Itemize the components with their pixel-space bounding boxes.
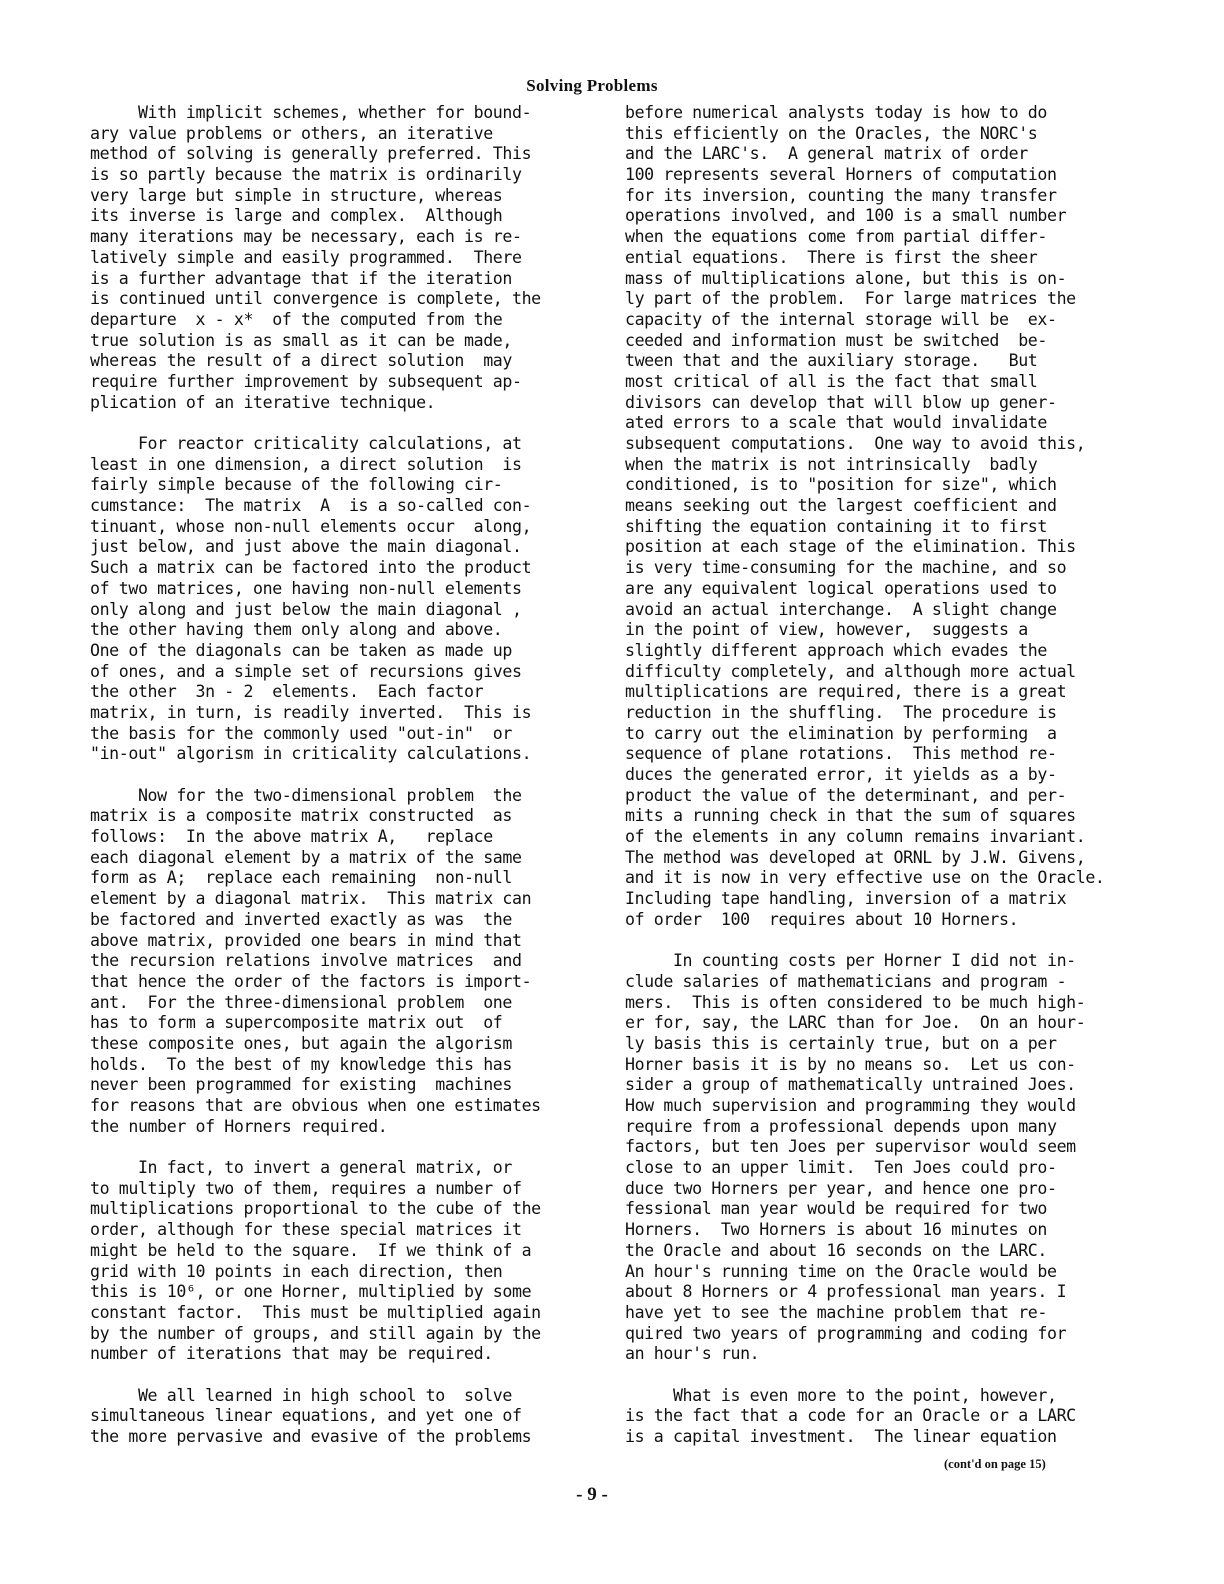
text-line: the Oracle and about 16 seconds on the LARC.	[625, 1240, 1047, 1260]
text-line: by the number of groups, and still again by the	[90, 1323, 541, 1343]
text-line: before numerical analysts today is how to do	[625, 103, 1047, 122]
page-number: - 9 -	[576, 1484, 608, 1505]
text-line: is the fact that a code for an Oracle or a LARC	[625, 1406, 1076, 1426]
text-line: for its inversion, counting the many transfer	[625, 185, 1057, 205]
text-line: "in-out" algorism in criticality calculations.	[90, 744, 532, 764]
paragraph	[90, 786, 590, 1138]
text-line: tween that and the auxiliary storage. But	[625, 351, 1038, 371]
text-line: conditioned, is to "position for size", which	[625, 475, 1057, 495]
paragraph	[625, 951, 1125, 1365]
text-line: has to form a supercomposite matrix out of	[90, 1013, 503, 1033]
text-line: position at each stage of the elimination. This	[625, 537, 1076, 557]
text-line: Such a matrix can be factored into the product	[90, 558, 532, 578]
text-line: that hence the order of the factors is import-	[90, 971, 532, 991]
text-line: only along and just below the main diagonal ,	[90, 599, 522, 619]
text-line: fessional man year would be required for two	[625, 1199, 1047, 1219]
text-line: ary value problems or others, an iterative	[90, 123, 493, 143]
paragraph-gap	[625, 1365, 1125, 1386]
text-line: are any equivalent logical operations used to	[625, 578, 1057, 598]
paragraph-gap	[90, 1365, 590, 1386]
text-line: means seeking out the largest coefficient and	[625, 496, 1057, 516]
text-line: number of iterations that may be required.	[90, 1344, 493, 1364]
text-line: of order 100 requires about 10 Horners.	[625, 909, 1019, 929]
text-line: An hour's running time on the Oracle would be	[625, 1261, 1057, 1281]
text-line: fairly simple because of the following cir-	[90, 475, 503, 495]
text-line: sequence of plane rotations. This method re-	[625, 744, 1057, 764]
text-line: form as A; replace each remaining non-null	[90, 868, 512, 888]
right-column	[625, 103, 1125, 1448]
text-line: its inverse is large and complex. Although	[90, 206, 503, 226]
paragraph	[90, 1158, 590, 1365]
text-line: shifting the equation containing it to first	[625, 516, 1047, 536]
text-line: for reasons that are obvious when one estimates	[90, 1096, 541, 1115]
text-line: operations involved, and 100 is a small number	[625, 206, 1067, 226]
text-line: these composite ones, but again the algorism	[90, 1033, 512, 1053]
text-line: in the point of view, however, suggests a	[625, 620, 1028, 640]
page-header: Solving Problems	[526, 76, 658, 95]
text-line: an hour's run.	[625, 1344, 760, 1364]
text-line: How much supervision and programming they would	[625, 1096, 1076, 1115]
text-line: In counting costs per Horner I did not in-	[625, 951, 1076, 971]
text-line: reduction in the shuffling. The procedure is	[625, 702, 1057, 722]
text-line: is continued until convergence is complete, the	[90, 289, 541, 309]
text-line: mers. This is often considered to be much high-	[625, 992, 1086, 1012]
text-line: is a capital investment. The linear equation	[625, 1427, 1057, 1446]
paragraph	[90, 103, 590, 413]
text-line: er for, say, the LARC than for Joe. On an hour-	[625, 1013, 1086, 1033]
text-line: With implicit schemes, whether for bound-	[90, 103, 532, 122]
text-line: avoid an actual interchange. A slight change	[625, 599, 1057, 619]
text-line: very large but simple in structure, whereas	[90, 185, 503, 205]
text-line: ly part of the problem. For large matrices the	[625, 289, 1076, 309]
text-line: when the matrix is not intrinsically badly	[625, 454, 1038, 474]
text-line: is a further advantage that if the iteration	[90, 268, 512, 288]
text-line: and it is now in very effective use on the Oracle.	[625, 868, 1105, 888]
text-line: constant factor. This must be multiplied again	[90, 1302, 541, 1322]
continuation-note: (cont'd on page 15)	[944, 1457, 1046, 1471]
text-line: to carry out the elimination by performing a	[625, 723, 1057, 743]
text-line: the other having them only along and above.	[90, 620, 503, 640]
text-line: mits a running check in that the sum of squares	[625, 806, 1076, 826]
text-line: never been programmed for existing machines	[90, 1075, 512, 1095]
text-line: might be held to the square. If we think of a	[90, 1240, 532, 1260]
text-line: true solution is as small as it can be made,	[90, 330, 512, 350]
paragraph	[625, 1386, 1125, 1448]
text-line: ceeded and information must be switched be-	[625, 330, 1047, 350]
text-line: ated errors to a scale that would invalidate	[625, 413, 1047, 433]
text-line: the more pervasive and evasive of the problems	[90, 1427, 532, 1446]
text-line: subsequent computations. One way to avoid this,	[625, 434, 1086, 453]
text-line: be factored and inverted exactly as was the	[90, 909, 512, 929]
text-line: method of solving is generally preferred. This	[90, 144, 532, 164]
text-line: require further improvement by subsequent ap-	[90, 371, 522, 391]
text-line: this efficiently on the Oracles, the NORC's	[625, 123, 1038, 143]
text-line: simultaneous linear equations, and yet one of	[90, 1406, 522, 1426]
text-line: For reactor criticality calculations, at	[90, 434, 522, 453]
text-line: this is 10⁶, or one Horner, multiplied by some	[90, 1282, 532, 1302]
text-line: product the value of the determinant, and per-	[625, 785, 1067, 805]
text-line: have yet to see the machine problem that re-	[625, 1302, 1047, 1322]
text-line: departure x - x* of the computed from the	[90, 309, 503, 329]
text-line: order, although for these special matrices it	[90, 1220, 522, 1240]
text-line: just below, and just above the main diagonal.	[90, 537, 522, 557]
text-line: require from a professional depends upon many	[625, 1116, 1057, 1136]
text-line: Now for the two-dimensional problem the	[90, 785, 522, 805]
text-line: of two matrices, one having non-null elements	[90, 578, 522, 598]
text-line: sider a group of mathematically untrained Joes.	[625, 1075, 1076, 1095]
text-line: of ones, and a simple set of recursions gives	[90, 661, 522, 681]
text-line: whereas the result of a direct solution may	[90, 351, 512, 371]
text-line: matrix, in turn, is readily inverted. This is	[90, 702, 532, 722]
text-line: Horner basis it is by no means so. Let us con-	[625, 1054, 1076, 1074]
text-line: divisors can develop that will blow up gener-	[625, 392, 1057, 412]
text-line: Horners. Two Horners is about 16 minutes on	[625, 1220, 1047, 1240]
text-line: factors, but ten Joes per supervisor would seem	[625, 1137, 1076, 1157]
text-line: above matrix, provided one bears in mind that	[90, 930, 522, 950]
text-line: ential equations. There is first the sheer	[625, 247, 1038, 267]
text-line: quired two years of programming and coding for	[625, 1323, 1067, 1343]
text-line: latively simple and easily programmed. There	[90, 247, 522, 267]
text-line: We all learned in high school to solve	[90, 1385, 512, 1405]
paragraph	[625, 103, 1125, 931]
text-line: duces the generated error, it yields as a by-	[625, 765, 1057, 784]
text-line: is so partly because the matrix is ordinarily	[90, 165, 522, 185]
text-line: about 8 Horners or 4 professional man years. I	[625, 1282, 1067, 1302]
text-line: difficulty completely, and although more actual	[625, 661, 1076, 681]
paragraph	[90, 434, 590, 765]
text-line: most critical of all is the fact that small	[625, 371, 1038, 391]
text-line: is very time-consuming for the machine, and so	[625, 558, 1067, 578]
text-line: each diagonal element by a matrix of the same	[90, 847, 522, 867]
text-line: tinuant, whose non-null elements occur along,	[90, 516, 532, 536]
text-line: Including tape handling, inversion of a matrix	[625, 889, 1067, 909]
paragraph-gap	[90, 413, 590, 434]
text-line: The method was developed at ORNL by J.W. Givens,	[625, 847, 1086, 867]
paragraph	[90, 1386, 590, 1448]
text-line: element by a diagonal matrix. This matrix can	[90, 889, 532, 909]
text-line: matrix is a composite matrix constructed as	[90, 806, 512, 826]
text-line: clude salaries of mathematicians and program -	[625, 971, 1067, 991]
text-line: the basis for the commonly used "out-in" or	[90, 723, 512, 743]
text-line: when the equations come from partial differ-	[625, 227, 1047, 247]
text-line: least in one dimension, a direct solution is	[90, 454, 522, 474]
text-line: and the LARC's. A general matrix of order	[625, 144, 1028, 164]
text-line: multiplications proportional to the cube of the	[90, 1199, 541, 1219]
text-line: One of the diagonals can be taken as made up	[90, 640, 512, 660]
paragraph-gap	[625, 931, 1125, 952]
text-line: In fact, to invert a general matrix, or	[90, 1158, 512, 1178]
text-line: 100 represents several Horners of computation	[625, 165, 1057, 185]
text-line: follows: In the above matrix A, replace	[90, 827, 493, 847]
text-line: the number of Horners required.	[90, 1116, 388, 1136]
text-line: the recursion relations involve matrices and	[90, 951, 522, 971]
paragraph-gap	[90, 765, 590, 786]
text-line: slightly different approach which evades the	[625, 640, 1047, 660]
text-line: What is even more to the point, however,	[625, 1385, 1057, 1405]
text-line: capacity of the internal storage will be ex-	[625, 309, 1057, 329]
text-line: grid with 10 points in each direction, then	[90, 1261, 503, 1281]
left-column	[90, 103, 590, 1448]
text-line: holds. To the best of my knowledge this has	[90, 1054, 512, 1074]
text-line: multiplications are required, there is a great	[625, 682, 1067, 702]
text-line: cumstance: The matrix A is a so-called con-	[90, 496, 532, 516]
text-line: to multiply two of them, requires a number of	[90, 1178, 522, 1198]
text-line: close to an upper limit. Ten Joes could pro-	[625, 1158, 1057, 1178]
text-line: duce two Horners per year, and hence one pro-	[625, 1178, 1057, 1198]
text-line: many iterations may be necessary, each is re-	[90, 227, 522, 247]
text-line: the other 3n - 2 elements. Each factor	[90, 682, 484, 702]
text-line: of the elements in any column remains invariant.	[625, 827, 1086, 847]
text-line: mass of multiplications alone, but this is on-	[625, 268, 1067, 288]
paragraph-gap	[90, 1137, 590, 1158]
text-line: ant. For the three-dimensional problem one	[90, 992, 512, 1012]
text-line: ly basis this is certainly true, but on a per	[625, 1033, 1057, 1053]
text-line: plication of an iterative technique.	[90, 392, 436, 412]
